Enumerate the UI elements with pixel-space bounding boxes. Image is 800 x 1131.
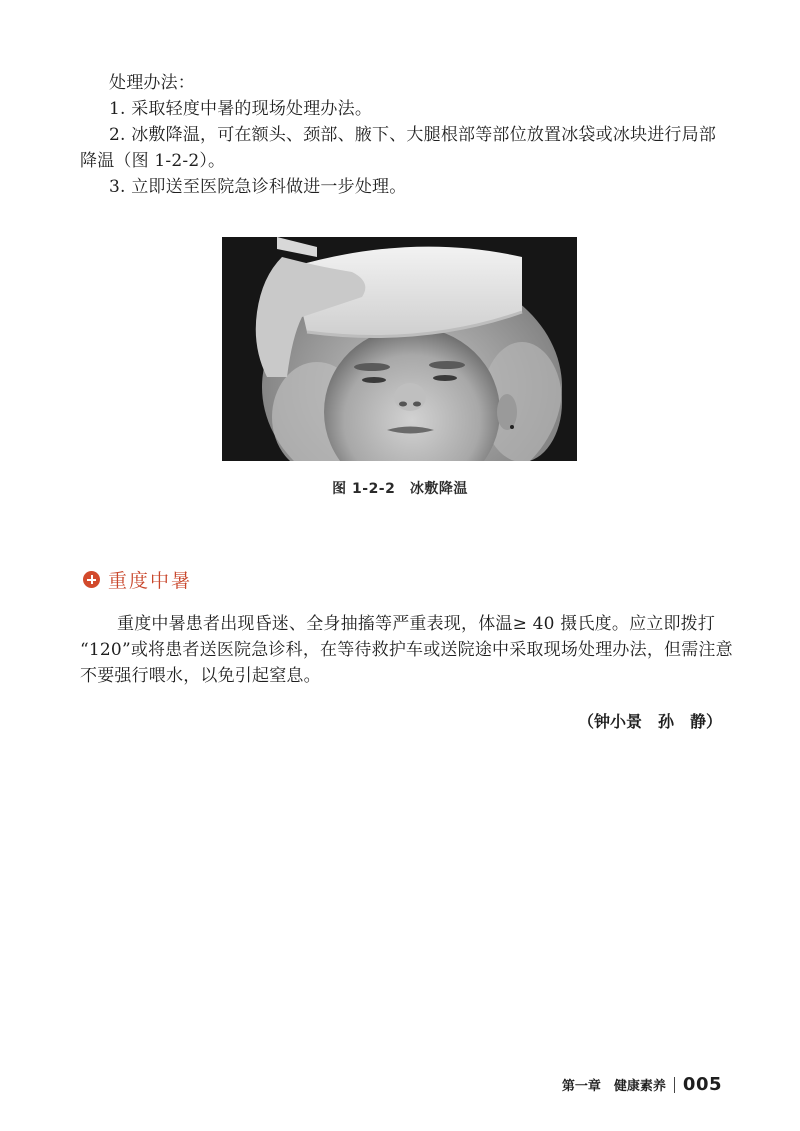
procedure-heading: 处理办法： [109, 73, 195, 93]
procedure-step-3: 3. 立即送至医院急诊科做进一步处理。 [109, 177, 407, 197]
procedure-step-2-line-2: 降温（图 1-2-2）。 [80, 151, 226, 171]
procedure-step-1: 1. 采取轻度中暑的现场处理办法。 [109, 99, 373, 119]
footer-chapter: 第一章 健康素养 [561, 1079, 666, 1094]
footer-divider [674, 1077, 675, 1093]
figure-photo [222, 237, 577, 461]
severe-body-line-1: 重度中暑患者出现昏迷、全身抽搐等严重表现，体温≥ 40 摄氏度。应立即拨打 [117, 614, 716, 634]
plus-circle-icon [83, 571, 100, 588]
page-number: 005 [682, 1074, 722, 1095]
figure-caption: 图 1-2-2 冰敷降温 [332, 481, 468, 497]
procedure-step-2-line-1: 2. 冰敷降温，可在额头、颈部、腋下、大腿根部等部位放置冰袋或冰块进行局部 [109, 125, 717, 145]
severe-body-line-2: “120”或将患者送医院急诊科，在等待救护车或送院途中采取现场处理办法，但需注意 [80, 640, 733, 660]
section-heading-severe [83, 566, 192, 593]
section-heading-text: 重度中暑 [108, 570, 193, 592]
severe-body-line-3: 不要强行喂水，以免引起窒息。 [80, 666, 321, 686]
page-footer [562, 1074, 722, 1095]
authors: （钟小景 孙 静） [577, 712, 722, 731]
